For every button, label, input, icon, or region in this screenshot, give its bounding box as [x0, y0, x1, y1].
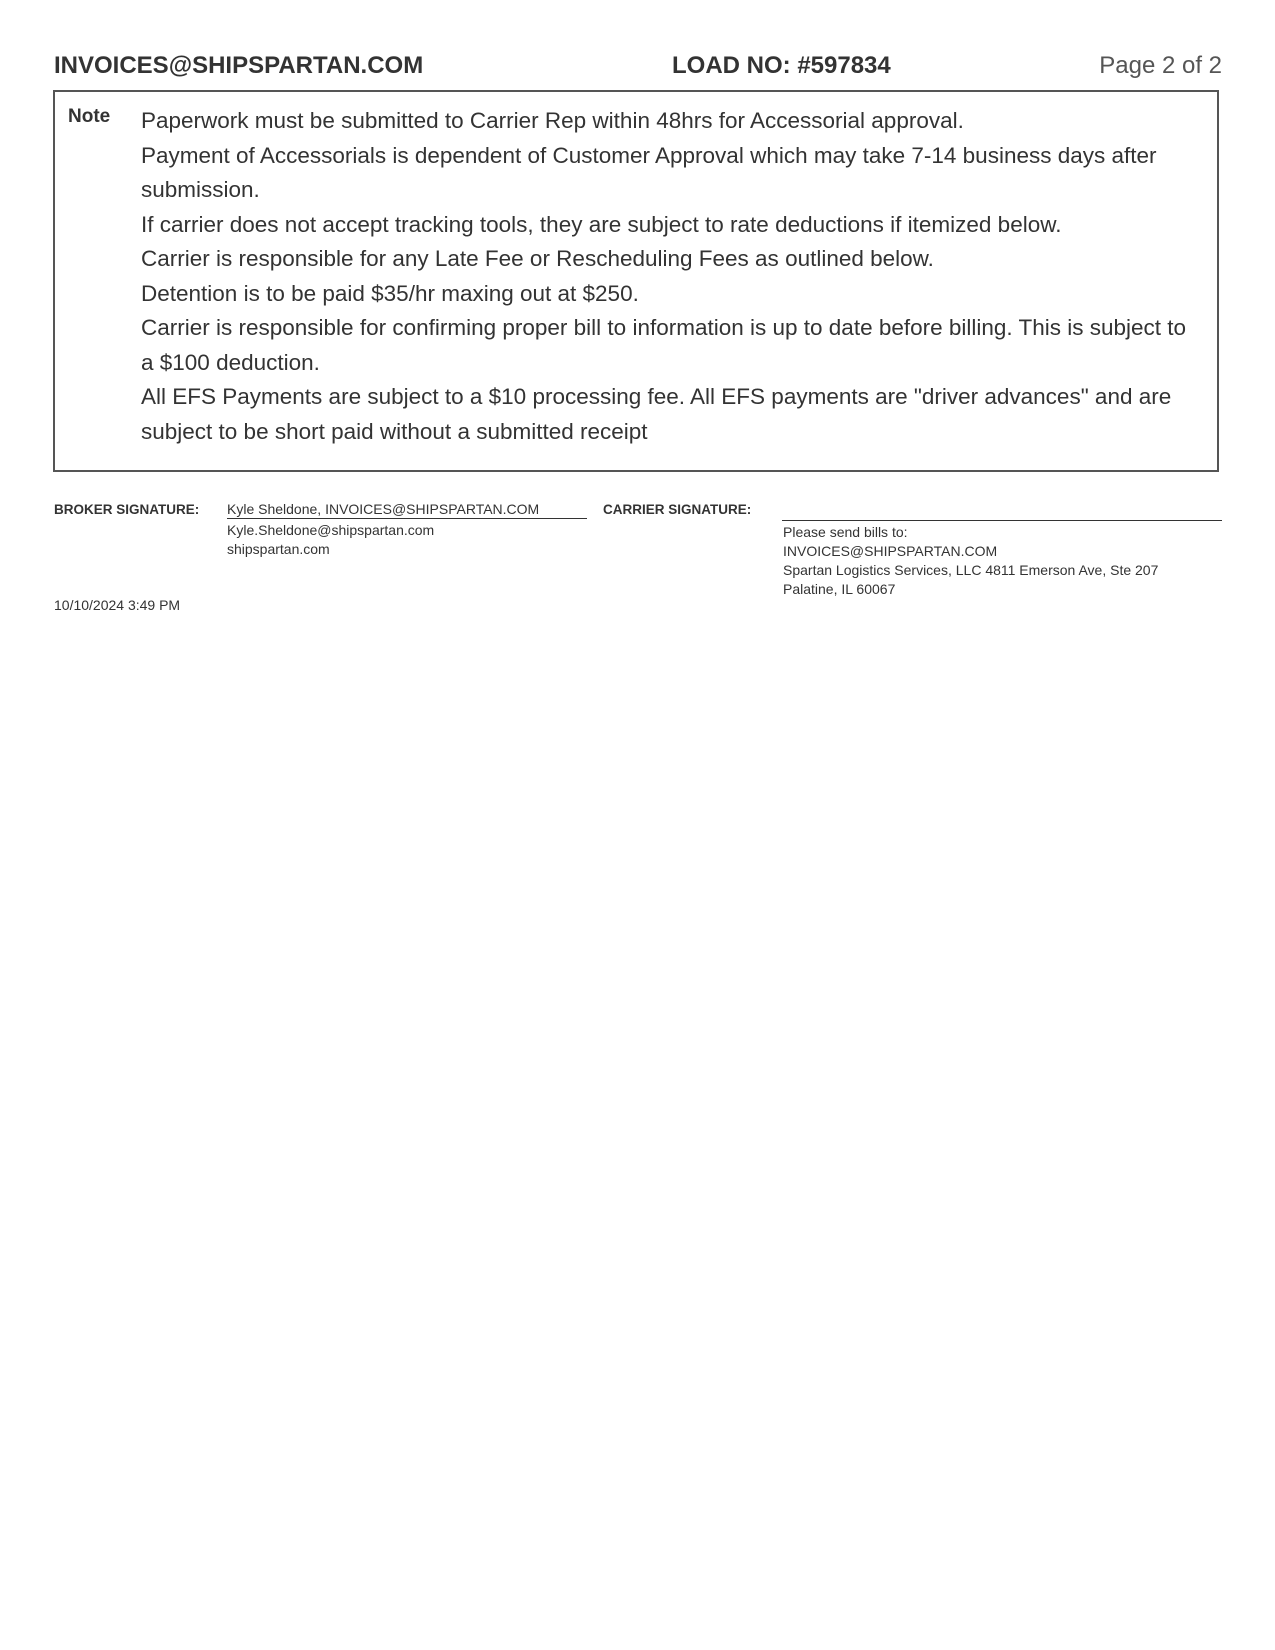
note-line: All EFS Payments are subject to a $10 processing fee. All EFS payments are "driver advances" and are subject to be short paid without a submitted receipt: [141, 384, 1172, 444]
note-box: [53, 90, 1219, 472]
note-lines: [141, 104, 1191, 449]
load-number: LOAD NO: #597834: [672, 52, 891, 79]
note-line: Carrier is responsible for confirming proper bill to information is up to date before billing. This is subject to a $100 deduction.: [141, 315, 1187, 375]
note-line: Carrier is responsible for any Late Fee or Rescheduling Fees as outlined below.: [141, 246, 934, 271]
broker-signature-name: Kyle Sheldone, INVOICES@SHIPSPARTAN.COM: [227, 501, 587, 519]
page-number: Page 2 of 2: [1099, 52, 1222, 79]
carrier-signature-label: CARRIER SIGNATURE:: [603, 502, 752, 517]
page-header: [54, 52, 1222, 88]
note-line: Detention is to be paid $35/hr maxing out at $250.: [141, 280, 639, 306]
bills-heading: Please send bills to:: [783, 524, 908, 540]
bills-address-line2: Palatine, IL 60067: [783, 581, 896, 597]
bills-address-line1: Spartan Logistics Services, LLC 4811 Emerson Ave, Ste 207: [783, 562, 1159, 578]
note-line: Payment of Accessorials is dependent of Customer Approval which may take 7-14 business days after submission.: [141, 142, 1157, 202]
broker-email: Kyle.Sheldone@shipspartan.com: [227, 522, 435, 538]
note-label: Note: [68, 106, 111, 127]
billing-info: [783, 523, 1158, 599]
bills-email: INVOICES@SHIPSPARTAN.COM: [783, 543, 998, 559]
header-email: INVOICES@SHIPSPARTAN.COM: [54, 52, 424, 79]
timestamp: 10/10/2024 3:49 PM: [54, 597, 181, 613]
note-line: Paperwork must be submitted to Carrier Rep within 48hrs for Accessorial approval.: [141, 108, 964, 133]
broker-signature-label: BROKER SIGNATURE:: [54, 502, 200, 517]
note-line: If carrier does not accept tracking tools, they are subject to rate deductions if itemized below.: [141, 211, 1062, 237]
broker-website: shipspartan.com: [227, 541, 330, 557]
carrier-signature-line: [782, 520, 1222, 521]
